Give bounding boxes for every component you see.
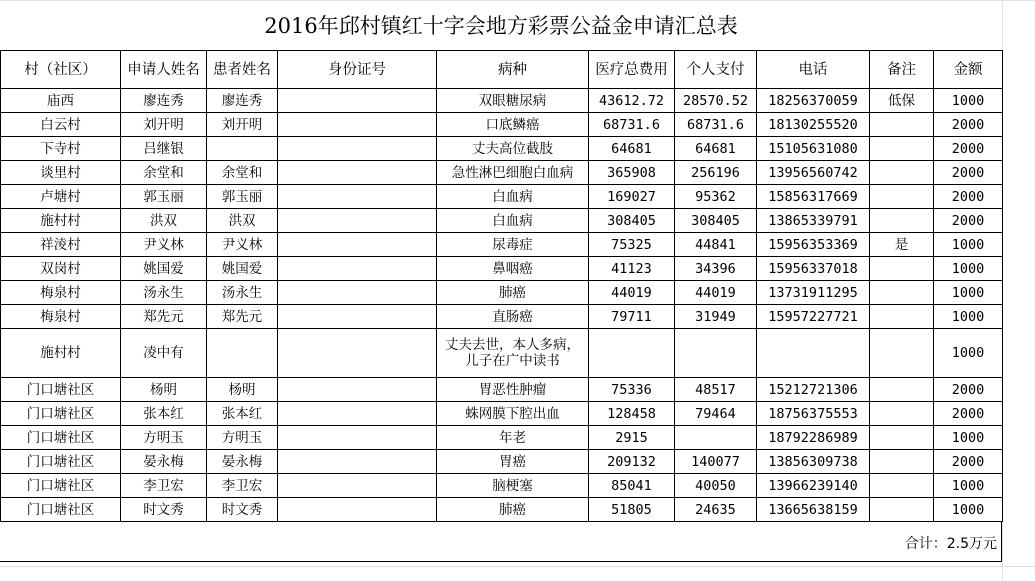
cell-applicant[interactable]: 方明玉: [121, 426, 207, 450]
total-row: [0, 522, 1002, 562]
cell-village[interactable]: 卢塘村: [1, 185, 121, 209]
cell-total-cost[interactable]: 64681: [589, 137, 675, 161]
cell-id[interactable]: [278, 281, 437, 305]
cell-patient[interactable]: 李卫宏: [207, 474, 278, 498]
cell-personal-pay[interactable]: 44019: [675, 281, 757, 305]
total-cell[interactable]: 合计：2.5万元: [904, 536, 997, 552]
cell-total-cost[interactable]: 128458: [589, 402, 675, 426]
gridline: [0, 566, 1035, 567]
cell-patient[interactable]: [207, 137, 278, 161]
cell-disease[interactable]: 丈夫高位截肢: [437, 137, 589, 161]
table-row: [1, 185, 1003, 209]
cell-personal-pay[interactable]: 44841: [675, 233, 757, 257]
cell-village[interactable]: 下寺村: [1, 137, 121, 161]
cell-note[interactable]: [870, 426, 934, 450]
cell-note[interactable]: [870, 329, 934, 378]
cell-amount[interactable]: 1000: [934, 233, 1003, 257]
cell-amount[interactable]: 1000: [934, 89, 1003, 113]
cell-disease[interactable]: 鼻咽癌: [437, 257, 589, 281]
cell-id[interactable]: [278, 450, 437, 474]
cell-patient[interactable]: 郭玉丽: [207, 185, 278, 209]
cell-amount[interactable]: 1000: [934, 305, 1003, 329]
cell-amount[interactable]: 1000: [934, 474, 1003, 498]
cell-total-cost[interactable]: 41123: [589, 257, 675, 281]
table-row: [1, 450, 1003, 474]
cell-patient[interactable]: 方明玉: [207, 426, 278, 450]
cell-personal-pay[interactable]: 64681: [675, 137, 757, 161]
cell-total-cost[interactable]: 365908: [589, 161, 675, 185]
header-row: [1, 51, 1003, 89]
cell-village[interactable]: 门口塘社区: [1, 402, 121, 426]
cell-village[interactable]: 祥淩村: [1, 233, 121, 257]
cell-patient[interactable]: 姚国爱: [207, 257, 278, 281]
cell-amount[interactable]: 2000: [934, 185, 1003, 209]
cell-applicant[interactable]: 杨明: [121, 378, 207, 402]
cell-patient[interactable]: 汤永生: [207, 281, 278, 305]
cell-village[interactable]: 门口塘社区: [1, 474, 121, 498]
cell-total-cost[interactable]: 75336: [589, 378, 675, 402]
cell-village[interactable]: 庙西: [1, 89, 121, 113]
cell-amount[interactable]: 2000: [934, 402, 1003, 426]
cell-disease[interactable]: 双眼糖尿病: [437, 89, 589, 113]
header-amount[interactable]: 金额: [934, 51, 1003, 89]
cell-note[interactable]: [870, 378, 934, 402]
cell-applicant[interactable]: 郑先元: [121, 305, 207, 329]
cell-phone[interactable]: 13865339791: [757, 209, 870, 233]
cell-village[interactable]: 谈里村: [1, 161, 121, 185]
cell-total-cost[interactable]: 308405: [589, 209, 675, 233]
cell-id[interactable]: [278, 305, 437, 329]
cell-village[interactable]: 施村村: [1, 329, 121, 378]
table-row: [1, 305, 1003, 329]
cell-phone[interactable]: 15956337018: [757, 257, 870, 281]
cell-personal-pay[interactable]: 68731.6: [675, 113, 757, 137]
cell-note[interactable]: [870, 257, 934, 281]
cell-applicant[interactable]: 郭玉丽: [121, 185, 207, 209]
cell-disease[interactable]: 口底鳞癌: [437, 113, 589, 137]
cell-amount[interactable]: 1000: [934, 281, 1003, 305]
table-row: [1, 474, 1003, 498]
cell-total-cost[interactable]: 209132: [589, 450, 675, 474]
cell-applicant[interactable]: 尹义林: [121, 233, 207, 257]
cell-phone[interactable]: 15957227721: [757, 305, 870, 329]
cell-applicant[interactable]: 时文秀: [121, 498, 207, 522]
cell-disease[interactable]: 蛛网膜下腔出血: [437, 402, 589, 426]
cell-id[interactable]: [278, 233, 437, 257]
cell-personal-pay[interactable]: 308405: [675, 209, 757, 233]
cell-applicant[interactable]: 廖连秀: [121, 89, 207, 113]
cell-phone[interactable]: 18792286989: [757, 426, 870, 450]
cell-applicant[interactable]: 晏永梅: [121, 450, 207, 474]
cell-patient[interactable]: 杨明: [207, 378, 278, 402]
cell-phone[interactable]: 13956560742: [757, 161, 870, 185]
cell-disease[interactable]: 丈夫去世，本人多病，儿子在广中读书: [437, 329, 589, 378]
cell-id[interactable]: [278, 137, 437, 161]
table-row: [1, 329, 1003, 378]
cell-total-cost[interactable]: 169027: [589, 185, 675, 209]
cell-note[interactable]: [870, 137, 934, 161]
cell-id[interactable]: [278, 402, 437, 426]
cell-id[interactable]: [278, 378, 437, 402]
cell-phone[interactable]: 15956353369: [757, 233, 870, 257]
cell-id[interactable]: [278, 474, 437, 498]
cell-disease[interactable]: 脑梗塞: [437, 474, 589, 498]
cell-note[interactable]: [870, 161, 934, 185]
cell-amount[interactable]: 1000: [934, 257, 1003, 281]
cell-phone[interactable]: 15105631080: [757, 137, 870, 161]
cell-personal-pay[interactable]: 28570.52: [675, 89, 757, 113]
cell-disease[interactable]: 白血病: [437, 209, 589, 233]
cell-phone[interactable]: 13731911295: [757, 281, 870, 305]
cell-phone[interactable]: 18256370059: [757, 89, 870, 113]
cell-amount[interactable]: 1000: [934, 426, 1003, 450]
cell-disease[interactable]: 急性淋巴细胞白血病: [437, 161, 589, 185]
cell-personal-pay[interactable]: 48517: [675, 378, 757, 402]
cell-note[interactable]: 是: [870, 233, 934, 257]
header-applicant[interactable]: 申请人姓名: [121, 51, 207, 89]
cell-patient[interactable]: 廖连秀: [207, 89, 278, 113]
cell-id[interactable]: [278, 113, 437, 137]
cell-applicant[interactable]: 刘开明: [121, 113, 207, 137]
cell-personal-pay[interactable]: 34396: [675, 257, 757, 281]
table-row: [1, 209, 1003, 233]
cell-id[interactable]: [278, 89, 437, 113]
cell-phone[interactable]: 18130255520: [757, 113, 870, 137]
cell-id[interactable]: [278, 426, 437, 450]
cell-amount[interactable]: 2000: [934, 450, 1003, 474]
cell-amount[interactable]: 1000: [934, 329, 1003, 378]
header-id[interactable]: 身份证号: [278, 51, 437, 89]
cell-note[interactable]: [870, 498, 934, 522]
cell-village[interactable]: 门口塘社区: [1, 450, 121, 474]
cell-total-cost[interactable]: 68731.6: [589, 113, 675, 137]
cell-applicant[interactable]: 张本红: [121, 402, 207, 426]
cell-village[interactable]: 梅泉村: [1, 281, 121, 305]
cell-amount[interactable]: 2000: [934, 137, 1003, 161]
cell-patient[interactable]: 晏永梅: [207, 450, 278, 474]
cell-disease[interactable]: 直肠癌: [437, 305, 589, 329]
cell-disease[interactable]: 肺癌: [437, 281, 589, 305]
table-row: [1, 137, 1003, 161]
cell-personal-pay[interactable]: 256196: [675, 161, 757, 185]
cell-note[interactable]: [870, 113, 934, 137]
cell-note[interactable]: [870, 305, 934, 329]
cell-personal-pay[interactable]: [675, 329, 757, 378]
cell-phone[interactable]: 13966239140: [757, 474, 870, 498]
cell-note[interactable]: [870, 450, 934, 474]
cell-applicant[interactable]: 汤永生: [121, 281, 207, 305]
cell-village[interactable]: 白云村: [1, 113, 121, 137]
cell-amount[interactable]: 2000: [934, 378, 1003, 402]
cell-amount[interactable]: 1000: [934, 498, 1003, 522]
cell-village[interactable]: 施村村: [1, 209, 121, 233]
cell-personal-pay[interactable]: 79464: [675, 402, 757, 426]
cell-note[interactable]: [870, 474, 934, 498]
cell-note[interactable]: [870, 281, 934, 305]
table-row: [1, 402, 1003, 426]
cell-note[interactable]: [870, 209, 934, 233]
cell-applicant[interactable]: 李卫宏: [121, 474, 207, 498]
table-row: [1, 233, 1003, 257]
cell-disease[interactable]: 肺癌: [437, 498, 589, 522]
cell-amount[interactable]: 2000: [934, 209, 1003, 233]
cell-personal-pay[interactable]: 40050: [675, 474, 757, 498]
cell-id[interactable]: [278, 257, 437, 281]
cell-patient[interactable]: 尹义林: [207, 233, 278, 257]
cell-village[interactable]: 门口塘社区: [1, 378, 121, 402]
cell-total-cost[interactable]: 44019: [589, 281, 675, 305]
cell-patient[interactable]: 时文秀: [207, 498, 278, 522]
cell-amount[interactable]: 2000: [934, 161, 1003, 185]
cell-total-cost[interactable]: 2915: [589, 426, 675, 450]
table-row: [1, 498, 1003, 522]
cell-id[interactable]: [278, 209, 437, 233]
cell-phone[interactable]: [757, 329, 870, 378]
cell-id[interactable]: [278, 185, 437, 209]
cell-disease[interactable]: 白血病: [437, 185, 589, 209]
cell-disease[interactable]: 胃恶性肿瘤: [437, 378, 589, 402]
cell-total-cost[interactable]: 75325: [589, 233, 675, 257]
header-note[interactable]: 备注: [870, 51, 934, 89]
table-row: [1, 89, 1003, 113]
cell-total-cost[interactable]: 79711: [589, 305, 675, 329]
cell-village[interactable]: 梅泉村: [1, 305, 121, 329]
cell-phone[interactable]: 15212721306: [757, 378, 870, 402]
cell-disease[interactable]: 年老: [437, 426, 589, 450]
cell-total-cost[interactable]: 51805: [589, 498, 675, 522]
cell-applicant[interactable]: 洪双: [121, 209, 207, 233]
header-personal-pay[interactable]: 个人支付: [675, 51, 757, 89]
cell-patient[interactable]: 张本红: [207, 402, 278, 426]
cell-id[interactable]: [278, 329, 437, 378]
cell-id[interactable]: [278, 161, 437, 185]
cell-total-cost[interactable]: [589, 329, 675, 378]
cell-applicant[interactable]: 姚国爱: [121, 257, 207, 281]
cell-personal-pay[interactable]: 95362: [675, 185, 757, 209]
cell-phone[interactable]: 13856309738: [757, 450, 870, 474]
cell-personal-pay[interactable]: [675, 426, 757, 450]
cell-personal-pay[interactable]: 24635: [675, 498, 757, 522]
cell-patient[interactable]: 余堂和: [207, 161, 278, 185]
cell-note[interactable]: [870, 402, 934, 426]
cell-note[interactable]: 低保: [870, 89, 934, 113]
header-total-cost[interactable]: 医疗总费用: [589, 51, 675, 89]
cell-applicant[interactable]: 吕继银: [121, 137, 207, 161]
table-row: [1, 113, 1003, 137]
cell-village[interactable]: 门口塘社区: [1, 426, 121, 450]
table-row: [1, 426, 1003, 450]
cell-disease[interactable]: 尿毒症: [437, 233, 589, 257]
cell-personal-pay[interactable]: 140077: [675, 450, 757, 474]
cell-village[interactable]: 双岗村: [1, 257, 121, 281]
cell-phone[interactable]: 18756375553: [757, 402, 870, 426]
cell-amount[interactable]: 2000: [934, 113, 1003, 137]
cell-personal-pay[interactable]: 31949: [675, 305, 757, 329]
sheet-title[interactable]: 2016年邱村镇红十字会地方彩票公益金申请汇总表: [264, 14, 738, 38]
cell-total-cost[interactable]: 85041: [589, 474, 675, 498]
cell-patient[interactable]: 郑先元: [207, 305, 278, 329]
cell-total-cost[interactable]: 43612.72: [589, 89, 675, 113]
header-disease[interactable]: 病种: [437, 51, 589, 89]
cell-disease[interactable]: 胃癌: [437, 450, 589, 474]
header-phone[interactable]: 电话: [757, 51, 870, 89]
table-row: [1, 378, 1003, 402]
cell-note[interactable]: [870, 185, 934, 209]
cell-id[interactable]: [278, 498, 437, 522]
cell-village[interactable]: 门口塘社区: [1, 498, 121, 522]
table-row: [1, 281, 1003, 305]
cell-patient[interactable]: 刘开明: [207, 113, 278, 137]
table-row: [1, 161, 1003, 185]
header-patient[interactable]: 患者姓名: [207, 51, 278, 89]
cell-phone[interactable]: 15856317669: [757, 185, 870, 209]
cell-applicant[interactable]: 凌中有: [121, 329, 207, 378]
cell-patient[interactable]: 洪双: [207, 209, 278, 233]
cell-applicant[interactable]: 余堂和: [121, 161, 207, 185]
cell-phone[interactable]: 13665638159: [757, 498, 870, 522]
summary-table: [0, 50, 1003, 522]
table-row: [1, 257, 1003, 281]
header-village[interactable]: 村（社区）: [1, 51, 121, 89]
cell-patient[interactable]: [207, 329, 278, 378]
